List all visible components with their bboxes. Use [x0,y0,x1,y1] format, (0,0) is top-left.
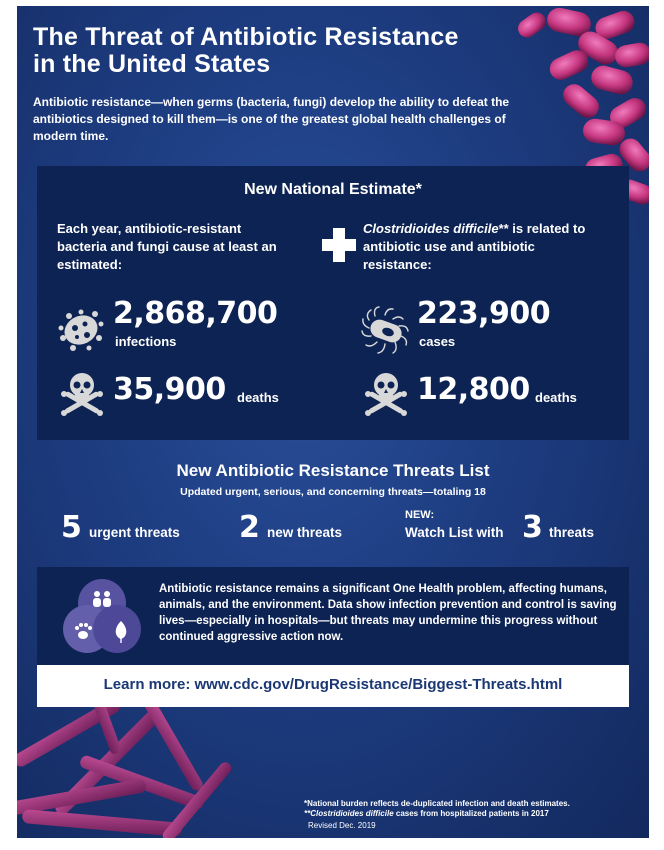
right-deaths-unit: deaths [535,390,577,405]
bacteria-cluster-bottom-left [17,696,247,838]
revised-date: Revised Dec. 2019 [308,821,376,830]
threats-list-subtitle: Updated urgent, serious, and concerning threats—totaling 18 [180,486,486,498]
right-deaths-value: 12,800 [417,372,530,407]
watch-list-number: 3 [522,510,543,545]
watch-list-suffix: threats [549,525,595,540]
footnote-2 [304,809,549,818]
left-deaths-value: 35,900 [113,372,226,407]
cases-value: 223,900 [417,296,551,331]
watch-list-new-tag: NEW: [405,509,435,521]
intro-paragraph: Antibiotic resistance—when germs (bacteria, fungi) develop the ability to defeat the antibiotics designed to kill them—is one of the greatest global health challenges of modern time. [33,95,510,143]
new-threats-label: new threats [267,525,343,540]
title-line-1: The Threat of Antibiotic Resistance [33,23,459,51]
national-estimate-panel [37,166,629,440]
cases-unit: cases [419,334,456,349]
learn-more-banner[interactable] [37,665,629,707]
threats-list-title: New Antibiotic Resistance Threats List [176,461,490,480]
one-health-panel [37,567,629,665]
one-health-text: Antibiotic resistance remains a significant One Health problem, affecting humans, animals, and the environment. Data show infection prevention and control is saving lives—especially in hospitals—but threats may undermine this progress without continued aggressive action now. [159,583,617,643]
c-diff-name: Clostridioides difficile [363,221,499,236]
title-line-2: in the United States [33,50,271,78]
learn-more-link[interactable]: Learn more: www.cdc.gov/DrugResistance/Biggest-Threats.html [103,676,563,693]
germ-icon [57,308,105,352]
footnote-1: *National burden reflects de-duplicated infection and death estimates. [304,799,570,808]
footnote-2-italic: **Clostridioides difficile [304,809,394,818]
plus-icon [322,228,356,262]
left-column-text: Each year, antibiotic-resistant bacteria and fungi cause at least an estimated: [57,221,277,272]
infographic-poster [17,6,649,838]
urgent-threats-number: 5 [61,510,82,545]
page-title [33,24,513,78]
right-column-text-rest: ** is related to antibiotic use and antibiotic resistance: [363,221,586,272]
infections-unit: infections [115,334,177,349]
left-deaths-unit: deaths [237,390,279,405]
urgent-threats-label: urgent threats [89,525,180,540]
new-threats-number: 2 [239,510,260,545]
skull-crossbones-icon [59,370,105,418]
estimate-title: New National Estimate* [244,181,422,198]
skull-crossbones-icon-right [363,370,409,418]
one-health-venn-icon [57,573,147,659]
footnote-2-rest: cases from hospitalized patients in 2017 [393,809,549,818]
infections-value: 2,868,700 [113,296,278,331]
watch-list-prefix: Watch List with [405,525,504,540]
c-diff-bacterium-icon [361,306,411,356]
right-column-text [363,220,593,274]
